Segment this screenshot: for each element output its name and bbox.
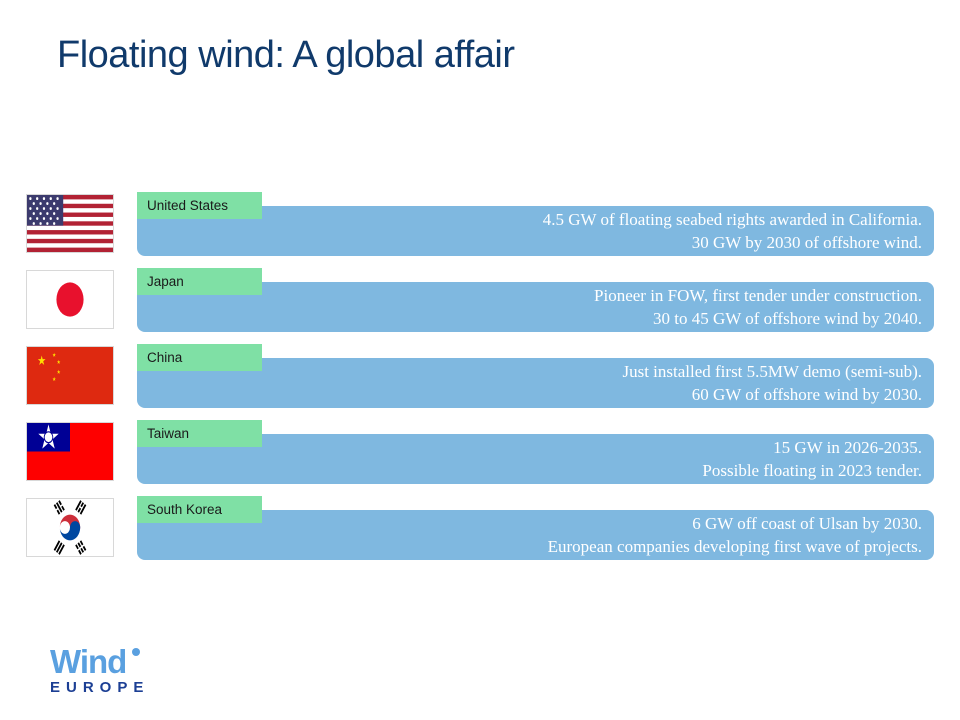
info-line: 30 to 45 GW of offshore wind by 2040. [653, 309, 922, 328]
info-line: Pioneer in FOW, first tender under construction. [594, 286, 922, 305]
info-line: Just installed first 5.5MW demo (semi-sub). [622, 362, 922, 381]
page-title: Floating wind: A global affair [57, 34, 515, 76]
flag-japan-icon [26, 270, 114, 329]
info-line: 30 GW by 2030 of offshore wind. [691, 233, 922, 252]
info-line: 4.5 GW of floating seabed rights awarded in California. [542, 210, 922, 229]
flag-south-korea-icon [26, 498, 114, 557]
info-line: 6 GW off coast of Ulsan by 2030. [692, 514, 922, 533]
info-line: European companies developing first wave of projects. [547, 537, 922, 556]
country-label: Taiwan [147, 426, 190, 441]
country-label: China [147, 350, 183, 365]
list-item [26, 192, 934, 268]
logo-wordmark [50, 645, 126, 678]
country-tag [137, 496, 262, 523]
logo-subtext: EUROPE [50, 679, 150, 696]
info-line: Possible floating in 2023 tender. [702, 461, 922, 480]
list-item [26, 496, 934, 572]
windeurope-logo [50, 645, 220, 696]
info-line: 15 GW in 2026-2035. [773, 438, 922, 457]
country-tag [137, 420, 262, 447]
list-item [26, 268, 934, 344]
flag-china-icon [26, 346, 114, 405]
country-list [26, 192, 934, 572]
country-label: United States [147, 198, 229, 213]
country-label: Japan [147, 274, 184, 289]
flag-taiwan-icon [26, 422, 114, 481]
list-item [26, 344, 934, 420]
country-label: South Korea [147, 502, 223, 517]
info-line: 60 GW of offshore wind by 2030. [691, 385, 922, 404]
country-tag [137, 344, 262, 371]
logo-dot-icon [132, 648, 140, 656]
list-item [26, 420, 934, 496]
flag-united-states-icon [26, 194, 114, 253]
country-tag [137, 268, 262, 295]
country-tag [137, 192, 262, 219]
logo-word-text: Wind [50, 643, 127, 680]
